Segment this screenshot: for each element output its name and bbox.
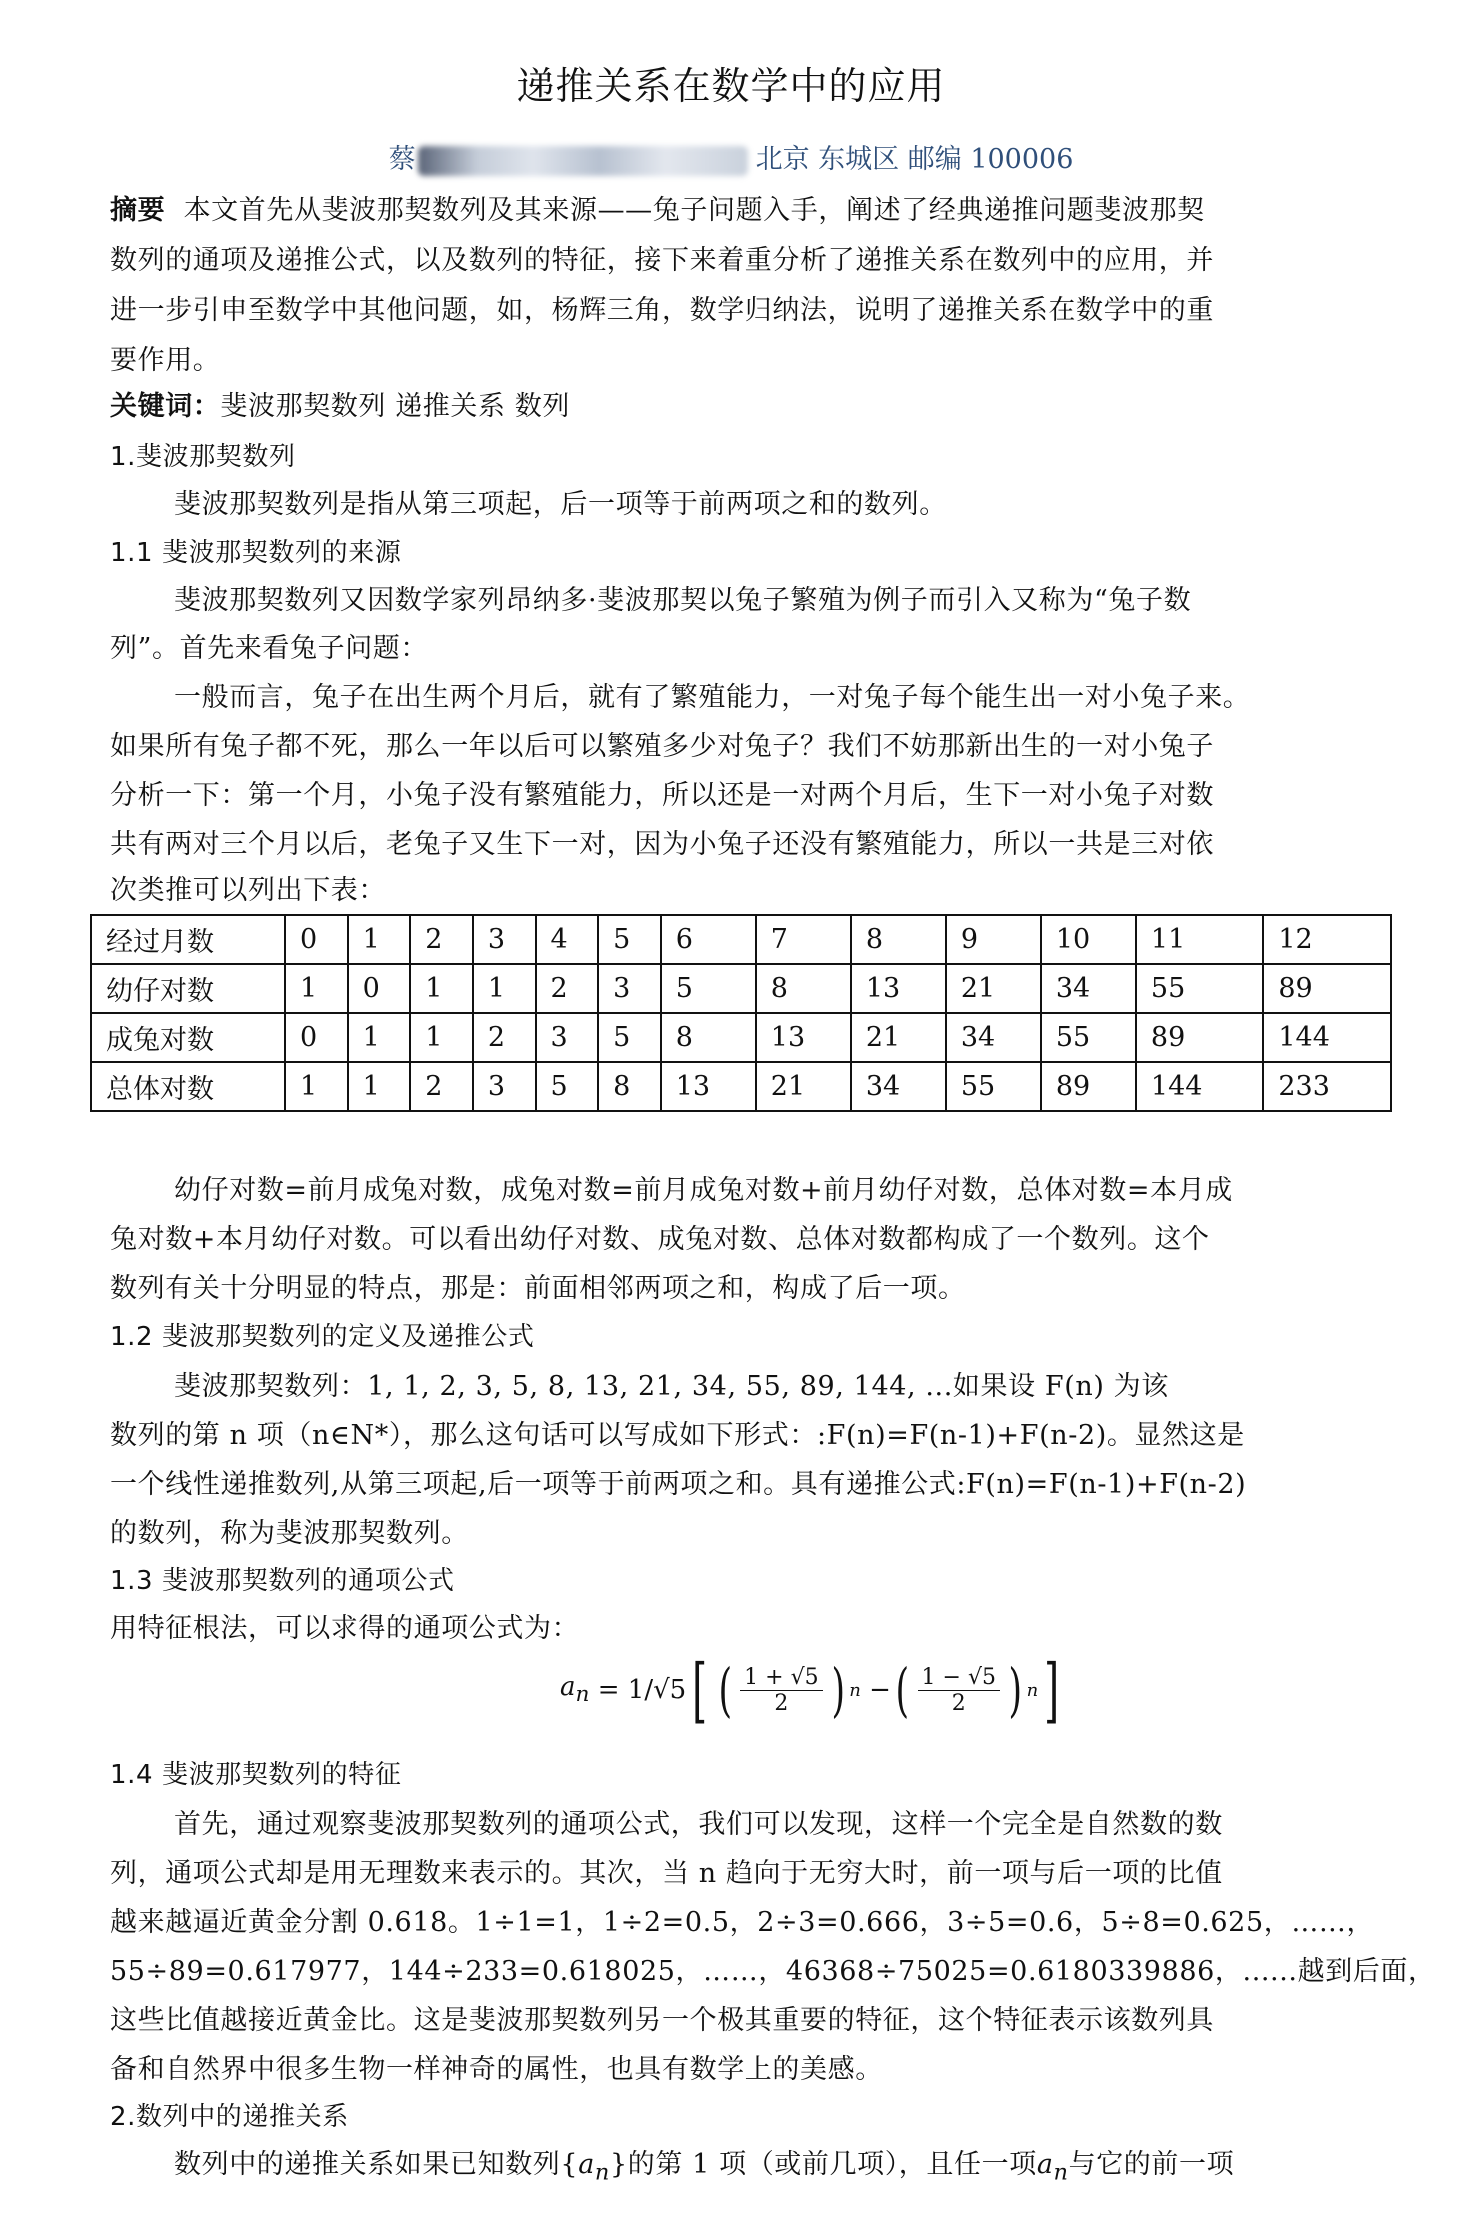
section-1-3-heading: 1.3 斐波那契数列的通项公式: [110, 1566, 455, 1596]
table-cell: 1: [285, 1062, 348, 1111]
table-cell: 8: [661, 1013, 756, 1062]
table-cell: 1: [410, 964, 473, 1013]
formula-left-bracket: [: [692, 1649, 708, 1731]
section-1-4-line-5: 这些比值越接近黄金比。这是斐波那契数列另一个极其重要的特征，这个特征表示该数列具: [110, 2005, 1214, 2036]
formula-fraction-minus: $\frac{1 - √5}{2}$: [918, 1665, 1000, 1716]
table-row-label: 幼仔对数: [91, 964, 285, 1013]
table-explanation-line-2: 兔对数+本月幼仔对数。可以看出幼仔对数、成兔对数、总体对数都构成了一个数列。这个: [110, 1224, 1210, 1255]
section-1-4-line-2: 列，通项公式却是用无理数来表示的。其次，当 n 趋向于无穷大时，前一项与后一项的比值: [110, 1858, 1223, 1889]
section-1-1-para1-line-2: 列”。首先来看兔子问题：: [110, 633, 429, 664]
table-cell: 55: [946, 1062, 1041, 1111]
table-cell: 144: [1136, 1062, 1263, 1111]
table-cell: 21: [756, 1062, 851, 1111]
table-cell: 1: [410, 1013, 473, 1062]
table-row-label: 总体对数: [91, 1062, 285, 1111]
table-cell: 3: [473, 1062, 536, 1111]
table-explanation-line-3: 数列有关十分明显的特点，那是：前面相邻两项之和，构成了后一项。: [110, 1273, 966, 1304]
table-row: [91, 1062, 1391, 1111]
table-cell: 8: [851, 915, 946, 964]
table-cell: 89: [1136, 1013, 1263, 1062]
table-cell: 1: [285, 964, 348, 1013]
section-1-1-para2-line-1: 一般而言，兔子在出生两个月后，就有了繁殖能力，一对兔子每个能生出一对小兔子来。: [174, 682, 1251, 713]
author-name: 蔡: [388, 144, 416, 175]
table-cell: 1: [348, 915, 411, 964]
section-1-2-line-1: 斐波那契数列：1, 1, 2, 3, 5, 8, 13, 21, 34, 55, 89, 144, ...如果设 F(n) 为该: [174, 1371, 1169, 1402]
section-1-4-line-3: 越来越逼近黄金分割 0.618。1÷1=1，1÷2=0.5，2÷3=0.666，3÷5=0.6，5÷8=0.625，……，: [110, 1907, 1375, 1938]
section-1-2-heading: 1.2 斐波那契数列的定义及递推公式: [110, 1322, 535, 1352]
abstract-label: 摘要: [110, 195, 166, 226]
table-row-label: 成兔对数: [91, 1013, 285, 1062]
abstract-line-4: 要作用。: [110, 345, 221, 376]
keywords-label: 关键词：: [110, 391, 221, 422]
abstract-line-3: 进一步引申至数学中其他问题，如，杨辉三角，数学归纳法，说明了递推关系在数学中的重: [110, 295, 1214, 326]
table-cell: 5: [598, 1013, 661, 1062]
table-cell: 13: [756, 1013, 851, 1062]
table-cell: 11: [1136, 915, 1263, 964]
table-cell: 2: [410, 1062, 473, 1111]
section-1-2-line-3: 一个线性递推数列,从第三项起,后一项等于前两项之和。具有递推公式:F(n)=F(n-1)+F(n-2): [110, 1469, 1247, 1500]
keywords-line: [110, 382, 1410, 432]
table-cell: 5: [598, 915, 661, 964]
document-title: 递推关系在数学中的应用: [516, 64, 946, 108]
section-1-paragraph: 斐波那契数列是指从第三项起，后一项等于前两项之和的数列。: [174, 489, 947, 520]
table-cell: 34: [946, 1013, 1041, 1062]
table-cell: 1: [348, 1013, 411, 1062]
table-cell: 0: [285, 915, 348, 964]
table-explanation-line-1: 幼仔对数=前月成兔对数，成兔对数=前月成兔对数+前月幼仔对数，总体对数=本月成: [174, 1175, 1233, 1206]
section-2-heading: 2.数列中的递推关系: [110, 2102, 349, 2132]
keywords-text: 斐波那契数列 递推关系 数列: [220, 391, 570, 422]
formula-fraction-plus: $\frac{1 + √5}{2}$: [740, 1665, 822, 1716]
table-row-label: 经过月数: [91, 915, 285, 964]
table-cell: 1: [348, 1062, 411, 1111]
abstract-text: 本文首先从斐波那契数列及其来源——兔子问题入手，阐述了经典递推问题斐波那契: [183, 195, 1205, 226]
table-cell: 2: [473, 1013, 536, 1062]
section-1-4-heading: 1.4 斐波那契数列的特征: [110, 1760, 402, 1790]
fibonacci-general-term-formula: $a_n$ = 1/√5 [ ( $\frac{1 + √5}{2}$ ) n − ( $\frac{1 - √5}{2}$ ) n ]: [560, 1649, 1060, 1731]
section-1-1-para2-line-4: 共有两对三个月以后，老兔子又生下一对，因为小兔子还没有繁殖能力，所以一共是三对依: [110, 829, 1214, 860]
table-cell: 34: [1041, 964, 1136, 1013]
section-2-line-1: 数列中的递推关系如果已知数列$\{a_n\}$的第 1 项（或前几项），且任一项$a_n$与它的前一项: [174, 2149, 1235, 2186]
table-cell: 10: [1041, 915, 1136, 964]
section-1-4-line-1: 首先，通过观察斐波那契数列的通项公式，我们可以发现，这样一个完全是自然数的数: [174, 1809, 1223, 1840]
table-cell: 233: [1263, 1062, 1391, 1111]
table-cell: 89: [1263, 964, 1391, 1013]
table-cell: 2: [410, 915, 473, 964]
section-1-1-para2-line-5: 次类推可以列出下表：: [110, 875, 386, 906]
table-cell: 34: [851, 1062, 946, 1111]
section-1-2-line-2: 数列的第 n 项（n∈N*），那么这句话可以写成如下形式：:F(n)=F(n-1)+F(n-2)。显然这是: [110, 1420, 1245, 1451]
table-cell: 9: [946, 915, 1041, 964]
section-1-2-line-4: 的数列，称为斐波那契数列。: [110, 1518, 469, 1549]
table-cell: 2: [536, 964, 599, 1013]
table-cell: 5: [536, 1062, 599, 1111]
table-cell: 1: [473, 964, 536, 1013]
table-cell: 5: [661, 964, 756, 1013]
table-cell: 3: [473, 915, 536, 964]
table-cell: 8: [598, 1062, 661, 1111]
table-row: [91, 964, 1391, 1013]
table-cell: 21: [851, 1013, 946, 1062]
table-cell: 3: [598, 964, 661, 1013]
table-cell: 13: [661, 1062, 756, 1111]
table-cell: 6: [661, 915, 756, 964]
table-cell: 55: [1041, 1013, 1136, 1062]
formula-minus: −: [869, 1675, 891, 1705]
section-1-1-para2-line-2: 如果所有兔子都不死，那么一年以后可以繁殖多少对兔子？我们不妨那新出生的一对小兔子: [110, 731, 1214, 762]
redacted-author-name: [418, 146, 748, 176]
table-cell: 21: [946, 964, 1041, 1013]
abstract-line-2: 数列的通项及递推公式，以及数列的特征，接下来着重分析了递推关系在数列中的应用，并: [110, 245, 1214, 276]
formula-lhs: $a_n$: [560, 1672, 590, 1708]
table-cell: 8: [756, 964, 851, 1013]
section-1-1-para1-line-1: 斐波那契数列又因数学家列昂纳多·斐波那契以兔子繁殖为例子而引入又称为“兔子数: [174, 585, 1192, 616]
table-cell: 144: [1263, 1013, 1391, 1062]
table-cell: 89: [1041, 1062, 1136, 1111]
abstract-line-1: [110, 186, 1410, 236]
rabbit-population-table: [90, 914, 1392, 1112]
section-1-3-intro: 用特征根法，可以求得的通项公式为：: [110, 1613, 580, 1644]
section-1-4-line-6: 备和自然界中很多生物一样神奇的属性，也具有数学上的美感。: [110, 2054, 883, 2085]
formula-right-bracket: ]: [1044, 1649, 1060, 1731]
section-1-heading: 1.斐波那契数列: [110, 442, 296, 472]
author-line: [0, 138, 1462, 182]
table-row: [91, 1013, 1391, 1062]
table-cell: 4: [536, 915, 599, 964]
section-1-4-line-4: 55÷89=0.617977，144÷233=0.618025，……，46368÷75025=0.6180339886，......越到后面，: [110, 1956, 1436, 1987]
table-cell: 55: [1136, 964, 1263, 1013]
table-cell: 13: [851, 964, 946, 1013]
table-cell: 0: [285, 1013, 348, 1062]
table-cell: 0: [348, 964, 411, 1013]
table-cell: 12: [1263, 915, 1391, 964]
table-cell: 3: [536, 1013, 599, 1062]
table-cell: 7: [756, 915, 851, 964]
section-1-1-para2-line-3: 分析一下：第一个月，小兔子没有繁殖能力，所以还是一对两个月后，生下一对小兔子对数: [110, 780, 1214, 811]
table-row: [91, 915, 1391, 964]
author-location: 北京 东城区 邮编 100006: [755, 144, 1074, 175]
section-1-1-heading: 1.1 斐波那契数列的来源: [110, 538, 402, 568]
formula-coefficient: = 1/√5: [597, 1675, 687, 1705]
